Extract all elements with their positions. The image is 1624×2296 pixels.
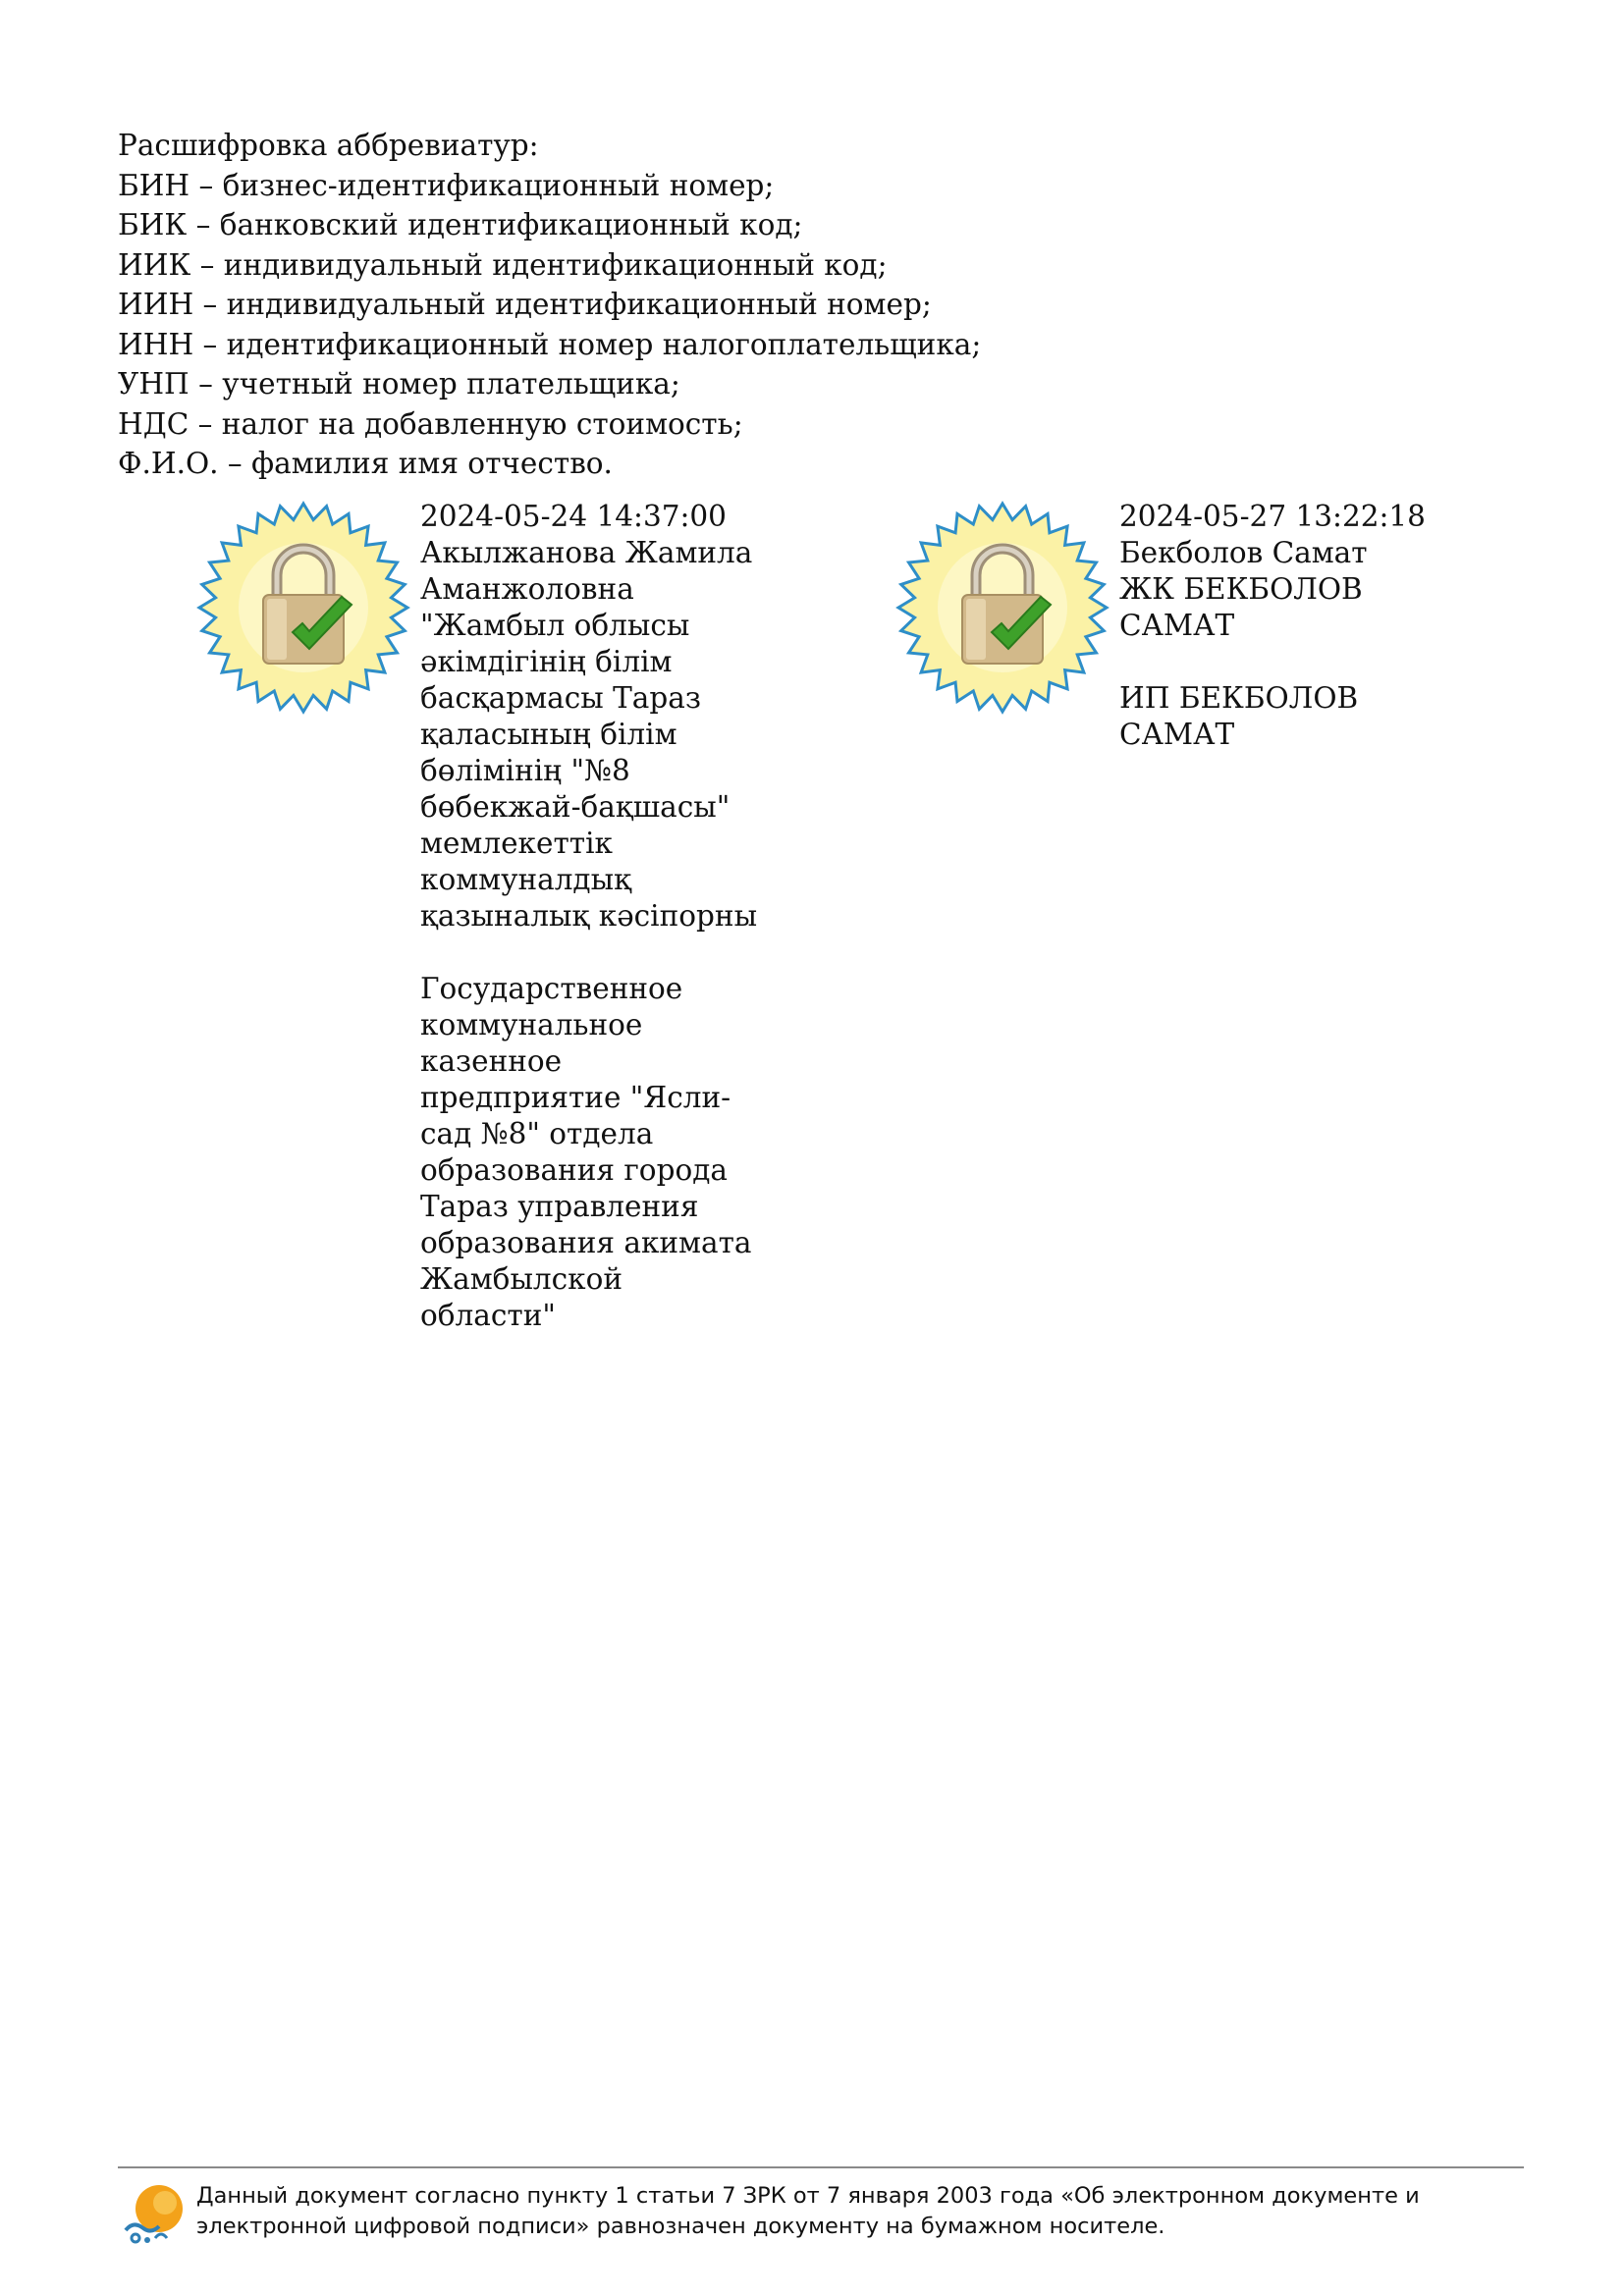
signature-seal-icon (893, 499, 1111, 717)
abbreviations-heading: Расшифровка аббревиатур: (118, 129, 539, 162)
organization-ru-line: Жамбылской (420, 1262, 623, 1296)
organization-kz-line: САМАТ (1119, 609, 1235, 642)
signer-name-line: Акылжанова Жамила (420, 536, 753, 569)
abbreviation-item: БИН – бизнес-идентификационный номер; (118, 168, 775, 202)
organization-kz-line: мемлекеттік (420, 827, 613, 860)
organization-kz-line: бөлімінің "№8 (420, 754, 630, 787)
organization-ru-line: Государственное (420, 972, 683, 1005)
organization-ru-line: САМАТ (1119, 718, 1235, 751)
egov-logo-icon (122, 2179, 190, 2248)
abbreviations-section (118, 126, 981, 484)
organization-kz-line: әкімдігінің білім (420, 645, 673, 678)
footer-line: электронной цифровой подписи» равнозначен документу на бумажном носителе. (196, 2214, 1165, 2239)
signer-name-line: Бекболов Самат (1119, 536, 1368, 569)
organization-ru-line: коммунальное (420, 1008, 643, 1041)
abbreviation-item: ИИН – индивидуальный идентификационный номер; (118, 288, 932, 321)
organization-ru-line: ИП БЕКБОЛОВ (1119, 681, 1359, 715)
footer-divider (118, 2166, 1524, 2168)
abbreviation-item: ИИК – индивидуальный идентификационный код; (118, 247, 888, 282)
signature-details (420, 499, 757, 1334)
footer-line: Данный документ согласно пункту 1 статьи 7 ЗРК от 7 января 2003 года «Об электронном документе и (196, 2183, 1420, 2209)
organization-ru-line: образования акимата (420, 1226, 752, 1259)
organization-kz-line: басқармасы Тараз (420, 681, 701, 715)
spacer (420, 934, 757, 971)
organization-ru-line: области" (420, 1299, 556, 1332)
organization-kz-line: қазыналық кәсіпорны (420, 899, 758, 933)
organization-kz-line: қаласының білім (420, 718, 677, 751)
organization-ru-line: предприятие "Ясли- (420, 1081, 731, 1114)
organization-ru-line: казенное (420, 1044, 563, 1078)
abbreviation-item: БИК – банковский идентификационный код; (118, 208, 803, 241)
organization-ru-line: сад №8" отдела (420, 1117, 654, 1150)
organization-ru-line: Тараз управления (420, 1190, 699, 1223)
organization-kz-line: ЖК БЕКБОЛОВ (1119, 572, 1363, 606)
signature-datetime: 2024-05-24 14:37:00 (420, 500, 727, 533)
spacer (1119, 644, 1426, 680)
abbreviation-item: НДС – налог на добавленную стоимость; (118, 406, 743, 441)
abbreviation-item: УНП – учетный номер плательщика; (118, 367, 680, 400)
organization-kz-line: бөбекжай-бақшасы" (420, 790, 731, 824)
signature-datetime: 2024-05-27 13:22:18 (1119, 500, 1426, 533)
organization-ru-line: образования города (420, 1153, 728, 1187)
abbreviation-item: ИНН – идентификационный номер налогоплательщика; (118, 327, 982, 361)
footer-legal-notice (196, 2181, 1420, 2242)
organization-kz-line: коммуналдық (420, 863, 631, 896)
organization-kz-line: "Жамбыл облысы (420, 609, 690, 642)
signer-name-line: Аманжоловна (420, 572, 634, 606)
abbreviation-item: Ф.И.О. – фамилия имя отчество. (118, 447, 613, 480)
signature-seal-icon (194, 499, 412, 717)
signature-details (1119, 499, 1426, 753)
